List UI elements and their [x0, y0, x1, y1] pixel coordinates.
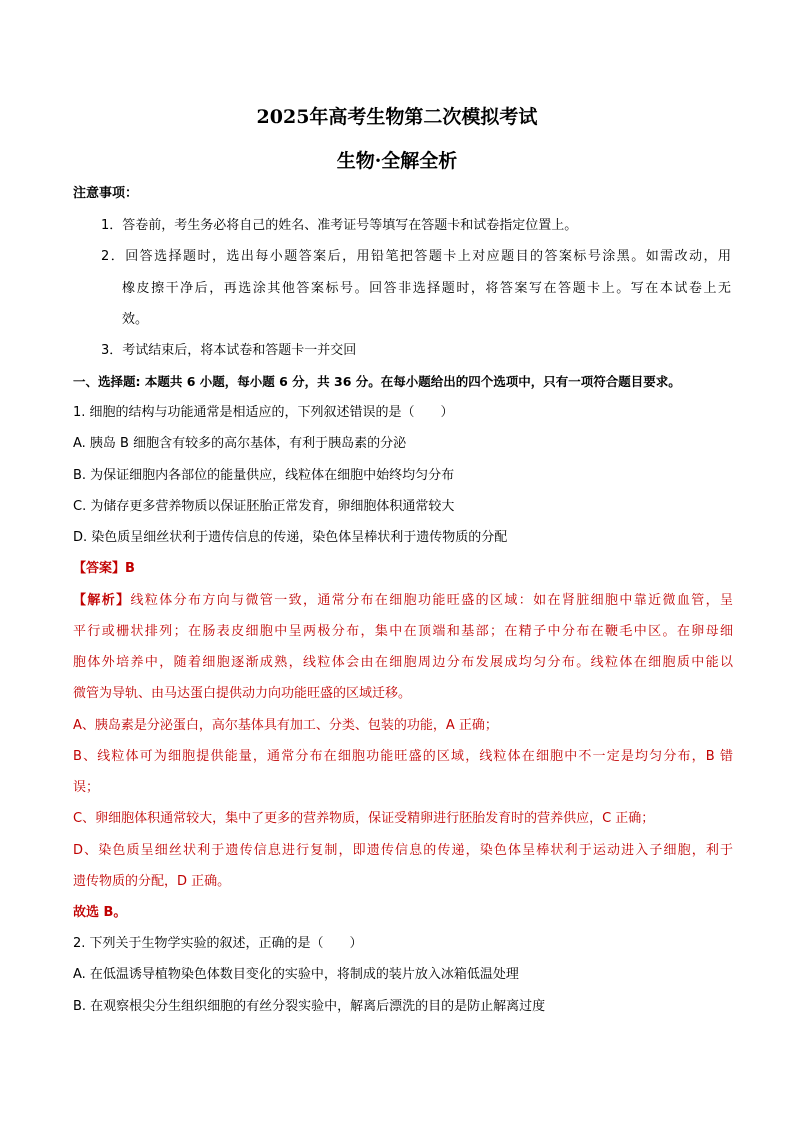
- notice-item-2: 2．回答选择题时，选出每小题答案后，用铅笔把答题卡上对应题目的答案标号涂黑。如需改动，用: [101, 249, 731, 264]
- exam-title: 2025年高考生物第二次模拟考试: [256, 106, 538, 128]
- q1-explain-a: A、胰岛素是分泌蛋白，高尔基体具有加工、分类、包装的功能，A 正确；: [73, 718, 498, 733]
- notice-item-1: 1．答卷前，考生务必将自己的姓名、准考证号等填写在答题卡和试卷指定位置上。: [101, 218, 578, 233]
- q1-analysis-line-4: 微管为导轨、由马达蛋白提供动力向功能旺盛的区域迁移。: [73, 686, 412, 701]
- q2-option-a: A. 在低温诱导植物染色体数目变化的实验中，将制成的装片放入冰箱低温处理: [73, 967, 519, 982]
- answer-value: B: [125, 561, 135, 576]
- section-heading: 一、选择题: 本题共 6 小题，每小题 6 分，共 36 分。在每小题给出的四个选项中，只有一项符合题目要求。: [73, 374, 681, 389]
- q1-option-b: B. 为保证细胞内各部位的能量供应，线粒体在细胞中始终均匀分布: [73, 468, 455, 483]
- analysis-text-1: 线粒体分布方向与微管一致，通常分布在细胞功能旺盛的区域：如在肾脏细胞中靠近微血管，呈: [130, 593, 733, 608]
- q1-analysis-line-1: [73, 591, 733, 611]
- q1-analysis-line-2: 平行或栅状排列；在肠表皮细胞中呈两极分布，集中在顶端和基部；在精子中分布在鞭毛中区。在卵母细: [73, 624, 733, 639]
- notice-item-3: 3．考试结束后，将本试卷和答题卡一并交回: [101, 343, 357, 358]
- q1-answer: [73, 559, 733, 579]
- q1-conclusion: 故选 B。: [73, 905, 127, 920]
- q1-explain-d-cont: 遗传物质的分配，D 正确。: [73, 874, 231, 889]
- notice-item-2-end: 效。: [122, 312, 149, 327]
- q2-option-b: B. 在观察根尖分生组织细胞的有丝分裂实验中，解离后漂洗的目的是防止解离过度: [73, 999, 546, 1014]
- q1-analysis-line-3: 胞体外培养中，随着细胞逐渐成熟，线粒体会由在细胞周边分布发展成均匀分布。线粒体在细胞质中能以: [73, 655, 733, 670]
- q1-explain-c: C、卵细胞体积通常较大，集中了更多的营养物质，保证受精卵进行胚胎发育时的营养供应，C 正确；: [73, 811, 655, 826]
- q1-option-d: D. 染色质呈细丝状利于遗传信息的传递，染色体呈棒状利于遗传物质的分配: [73, 530, 508, 545]
- q1-option-c: C. 为储存更多营养物质以保证胚胎正常发育，卵细胞体积通常较大: [73, 499, 455, 514]
- q1-explain-d: D、染色质呈细丝状利于遗传信息进行复制，即遗传信息的传递，染色体呈棒状利于运动进入子细胞，利于: [73, 843, 733, 858]
- q1-option-a: A. 胰岛 B 细胞含有较多的高尔基体，有利于胰岛素的分泌: [73, 436, 407, 451]
- exam-subtitle: 生物·全解全析: [336, 150, 458, 172]
- q2-stem: 2. 下列关于生物学实验的叙述，正确的是（ ）: [73, 936, 363, 951]
- notice-item-2-cont: 橡皮擦干净后，再选涂其他答案标号。回答非选择题时，将答案写在答题卡上。写在本试卷上无: [122, 281, 731, 296]
- answer-label: 【答案】: [73, 561, 126, 576]
- q1-explain-b-cont: 误；: [73, 780, 100, 795]
- analysis-label: 【解析】: [73, 593, 131, 608]
- q1-stem: 1. 细胞的结构与功能通常是相适应的，下列叙述错误的是（ ）: [73, 405, 454, 420]
- q1-explain-b: B、线粒体可为细胞提供能量，通常分布在细胞功能旺盛的区域，线粒体在细胞中不一定是均匀分布，B 错: [73, 749, 733, 764]
- notice-heading: 注意事项：: [73, 186, 139, 201]
